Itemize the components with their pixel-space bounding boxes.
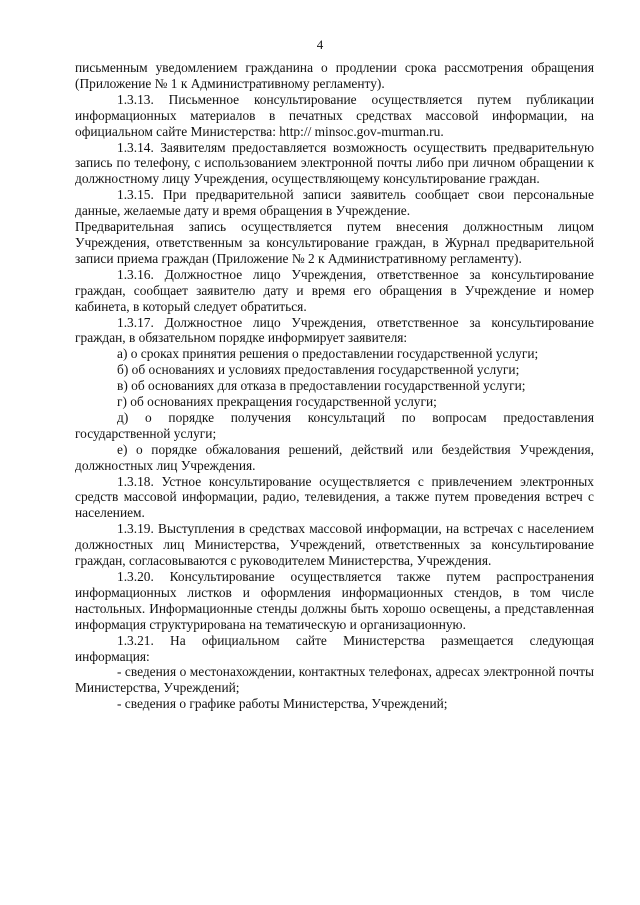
paragraph-1-3-18: 1.3.18. Устное консультирование осуществляется с привлечением электронных средств массовой информации, радио, телевидения, а также путем проведения встреч с населением. [75,473,594,521]
paragraph-preliminary-record: Предварительная запись осуществляется путем внесения должностным лицом Учреждения, ответственным за консультирование граждан, в Журнал предварительной записи приема граждан (Приложение № 2 к Административному регламенту). [75,219,594,266]
list-item-a: а) о сроках принятия решения о предоставлении государственной услуги; [117,346,539,362]
list-item-b: б) об основаниях и условиях предоставления государственной услуги; [117,362,520,378]
paragraph-1-3-14: 1.3.14. Заявителям предоставляется возможность осуществить предварительную запись по телефону, с использованием электронной почты либо при личном обращении к должностному лицу Учреждения, осуществляющему консультирование граждан. [75,139,594,187]
bullet-location-contacts: - сведения о местонахождении, контактных телефонах, адресах электронной почты Министерства, Учреждений; [75,664,594,696]
list-item-g: г) об основаниях прекращения государственной услуги; [117,394,437,410]
paragraph-1-3-17: 1.3.17. Должностное лицо Учреждения, ответственное за консультирование граждан, в обязательном порядке информирует заявителя: [75,314,594,346]
list-item-d: д) о порядке получения консультаций по вопросам предоставления государственной услуги; [75,409,594,441]
page-number: 4 [316,37,324,52]
paragraph-1-3-13: 1.3.13. Письменное консультирование осуществляется путем публикации информационных материалов в печатных средствах массовой информации, на официальном сайте Министерства: http:// minsoc.gov-murman.ru. [75,91,594,139]
paragraph-1-3-16: 1.3.16. Должностное лицо Учреждения, ответственное за консультирование граждан, сообщает заявителю дату и время его обращения в Учреждение и номер кабинета, в который следует обратиться. [75,266,594,314]
document-body [75,60,594,712]
list-item-e: е) о порядке обжалования решений, действий или бездействия Учреждения, должностных лиц Учреждения. [75,441,594,473]
paragraph-1-3-21: 1.3.21. На официальном сайте Министерства размещается следующая информация: [75,632,594,664]
bullet-work-schedule: - сведения о графике работы Министерства, Учреждений; [117,696,448,712]
paragraph-continuation: письменным уведомлением гражданина о продлении срока рассмотрения обращения (Приложение № 1 к Административному регламенту). [75,60,594,91]
paragraph-1-3-15: 1.3.15. При предварительной записи заявитель сообщает свои персональные данные, желаемые дату и время обращения в Учреждение. [75,187,594,219]
paragraph-1-3-20: 1.3.20. Консультирование осуществляется также путем распространения информационных листков и оформления информационных стендов, в том числе настольных. Информационные стенды должны быть хорошо освещены, а представленная информация структурирована на тематическую и организационную. [75,569,594,632]
paragraph-1-3-19: 1.3.19. Выступления в средствах массовой информации, на встречах с населением должностных лиц Министерства, Учреждений, ответственных за консультирование граждан, согласовываются с руководителем Министерства, Учреждения. [75,521,594,569]
list-item-v: в) об основаниях для отказа в предоставлении государственной услуги; [117,378,526,394]
